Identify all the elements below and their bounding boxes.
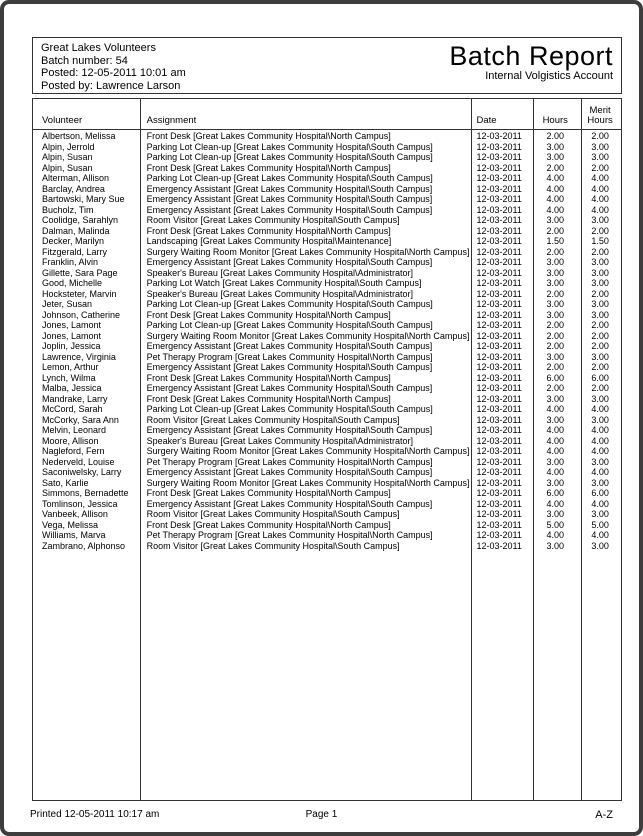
hours-cell: 3.00 xyxy=(546,509,564,519)
volunteer-cell: Alterman, Allison xyxy=(42,173,110,183)
assignment-cell: Parking Lot Clean-up [Great Lakes Community Hospital\South Campus] xyxy=(146,299,433,309)
date-cell: 12-03-2011 xyxy=(476,267,522,278)
date-cell: 12-03-2011 xyxy=(476,152,522,162)
volunteer-cell: Albertson, Melissa xyxy=(42,131,116,141)
hours-cell: 2.00 xyxy=(546,162,564,173)
date-cell: 12-03-2011 xyxy=(476,183,522,194)
sort-order-label: A-Z xyxy=(595,809,613,821)
merit-hours-cell: 6.00 xyxy=(591,488,609,498)
date-cell: 12-03-2011 xyxy=(476,320,522,330)
page-footer xyxy=(28,809,615,823)
assignment-cell: Front Desk [Great Lakes Community Hospital\North Campus] xyxy=(146,519,391,530)
table-row xyxy=(33,194,621,205)
date-cell: 12-03-2011 xyxy=(476,383,522,393)
table-row xyxy=(33,352,621,363)
assignment-cell: Surgery Waiting Room Monitor [Great Lakes Community Hospital\North Campus] xyxy=(146,330,470,341)
assignment-cell: Emergency Assistant [Great Lakes Community Hospital\South Campus] xyxy=(146,425,433,435)
hours-cell: 3.00 xyxy=(546,456,564,467)
merit-hours-cell: 2.00 xyxy=(591,162,609,173)
date-cell: 12-03-2011 xyxy=(476,162,522,173)
assignment-cell: Parking Lot Watch [Great Lakes Community Hospital\South Campus] xyxy=(146,278,422,288)
table-row xyxy=(33,457,621,468)
hours-cell: 4.00 xyxy=(546,183,564,194)
date-cell: 12-03-2011 xyxy=(476,425,522,435)
hours-cell: 5.00 xyxy=(546,519,564,530)
column-header-date: Date xyxy=(476,115,497,126)
table-row xyxy=(33,436,621,447)
merit-hours-cell: 3.00 xyxy=(591,509,609,519)
assignment-cell: Pet Therapy Program [Great Lakes Community Hospital\North Campus] xyxy=(146,351,433,362)
table-row xyxy=(33,499,621,510)
assignment-cell: Landscaping [Great Lakes Community Hospital\Maintenance] xyxy=(146,236,392,246)
volunteer-cell: Melvin, Leonard xyxy=(42,425,107,435)
merit-hours-cell: 3.00 xyxy=(591,299,609,309)
assignment-cell: Surgery Waiting Room Monitor [Great Lakes Community Hospital\North Campus] xyxy=(146,446,470,456)
printed-timestamp: Printed 12-05-2011 10:17 am xyxy=(30,809,160,820)
table-row xyxy=(33,509,621,520)
volunteer-cell: Mandrake, Larry xyxy=(42,393,108,404)
hours-cell: 3.00 xyxy=(546,267,564,278)
date-cell: 12-03-2011 xyxy=(476,225,522,236)
merit-hours-cell: 2.00 xyxy=(591,225,609,236)
merit-hours-cell: 4.00 xyxy=(591,425,609,435)
volunteer-cell: McCord, Sarah xyxy=(42,404,103,414)
date-cell: 12-03-2011 xyxy=(476,477,522,488)
volunteer-cell: Moore, Allison xyxy=(42,435,99,446)
assignment-cell: Surgery Waiting Room Monitor [Great Lakes Community Hospital\North Campus] xyxy=(146,477,470,488)
assignment-cell: Emergency Assistant [Great Lakes Community Hospital\South Campus] xyxy=(146,467,433,477)
report-title: Batch Report xyxy=(449,41,613,71)
hours-cell: 4.00 xyxy=(546,467,564,477)
merit-hours-cell: 3.00 xyxy=(591,393,609,404)
date-cell: 12-03-2011 xyxy=(476,299,522,309)
assignment-cell: Emergency Assistant [Great Lakes Community Hospital\South Campus] xyxy=(146,183,433,194)
table-row xyxy=(33,205,621,216)
hours-cell: 2.00 xyxy=(546,330,564,341)
table-row xyxy=(33,404,621,415)
merit-hours-cell: 5.00 xyxy=(591,519,609,530)
volunteer-cell: Vanbeek, Allison xyxy=(42,509,108,519)
table-row xyxy=(33,215,621,226)
hours-cell: 4.00 xyxy=(546,530,564,540)
assignment-cell: Pet Therapy Program [Great Lakes Community Hospital\North Campus] xyxy=(146,456,433,467)
table-row xyxy=(33,415,621,426)
assignment-cell: Speaker's Bureau [Great Lakes Community Hospital\Administrator] xyxy=(146,267,413,278)
assignment-cell: Front Desk [Great Lakes Community Hospital\North Campus] xyxy=(146,162,391,173)
assignment-cell: Emergency Assistant [Great Lakes Community Hospital\South Campus] xyxy=(146,204,433,215)
table-row xyxy=(33,467,621,478)
volunteer-cell: Jones, Lamont xyxy=(42,320,102,330)
volunteer-cell: Bartowski, Mary Sue xyxy=(42,194,125,204)
table-row xyxy=(33,341,621,352)
volunteer-cell: Malba, Jessica xyxy=(42,383,102,393)
date-cell: 12-03-2011 xyxy=(476,404,522,414)
volunteer-cell: Tomlinson, Jessica xyxy=(42,498,118,509)
assignment-cell: Room Visitor [Great Lakes Community Hospital\South Campus] xyxy=(146,215,400,225)
hours-cell: 2.00 xyxy=(546,320,564,330)
table-row xyxy=(33,520,621,531)
date-cell: 12-03-2011 xyxy=(476,488,522,498)
table-row xyxy=(33,163,621,174)
date-cell: 12-03-2011 xyxy=(476,173,522,183)
date-cell: 12-03-2011 xyxy=(476,498,522,509)
date-cell: 12-03-2011 xyxy=(476,131,522,141)
date-cell: 12-03-2011 xyxy=(476,309,522,320)
merit-hours-cell: 3.00 xyxy=(591,278,609,288)
date-cell: 12-03-2011 xyxy=(476,435,522,446)
table-body xyxy=(33,131,621,551)
assignment-cell: Front Desk [Great Lakes Community Hospital\North Campus] xyxy=(146,225,391,236)
column-header-assignment: Assignment xyxy=(146,115,197,126)
merit-hours-cell: 3.00 xyxy=(591,351,609,362)
merit-hours-cell: 6.00 xyxy=(591,372,609,383)
assignment-cell: Emergency Assistant [Great Lakes Community Hospital\South Campus] xyxy=(146,498,433,509)
column-header-merit-hours: Merit Hours xyxy=(587,105,613,126)
hours-cell: 3.00 xyxy=(546,393,564,404)
volunteer-cell: Vega, Melissa xyxy=(42,519,99,530)
merit-hours-cell: 4.00 xyxy=(591,530,609,540)
hours-cell: 6.00 xyxy=(546,488,564,498)
date-cell: 12-03-2011 xyxy=(476,215,522,225)
table-row xyxy=(33,152,621,163)
merit-hours-cell: 4.00 xyxy=(591,498,609,509)
volunteer-cell: Bucholz, Tim xyxy=(42,204,94,215)
page-number: Page 1 xyxy=(305,809,338,820)
date-cell: 12-03-2011 xyxy=(476,288,522,299)
assignment-cell: Parking Lot Clean-up [Great Lakes Community Hospital\South Campus] xyxy=(146,320,433,330)
table-row xyxy=(33,268,621,279)
hours-cell: 3.00 xyxy=(546,141,564,152)
assignment-cell: Surgery Waiting Room Monitor [Great Lakes Community Hospital\North Campus] xyxy=(146,246,470,257)
assignment-cell: Room Visitor [Great Lakes Community Hospital\South Campus] xyxy=(146,414,400,425)
table-row xyxy=(33,226,621,237)
date-cell: 12-03-2011 xyxy=(476,362,522,372)
table-row xyxy=(33,425,621,436)
batch-number: Batch number: 54 xyxy=(41,54,128,67)
date-cell: 12-03-2011 xyxy=(476,530,522,540)
assignment-cell: Speaker's Bureau [Great Lakes Community Hospital\Administrator] xyxy=(146,435,413,446)
hours-cell: 4.00 xyxy=(546,204,564,215)
date-cell: 12-03-2011 xyxy=(476,519,522,530)
table-row xyxy=(33,247,621,258)
hours-cell: 3.00 xyxy=(546,152,564,162)
merit-hours-cell: 3.00 xyxy=(591,414,609,425)
volunteer-cell: Coolidge, Sarahlyn xyxy=(42,215,119,225)
merit-hours-cell: 4.00 xyxy=(591,194,609,204)
volunteer-cell: Lynch, Wilma xyxy=(42,372,96,383)
table-row xyxy=(33,320,621,331)
assignment-cell: Emergency Assistant [Great Lakes Community Hospital\South Campus] xyxy=(146,257,433,267)
table-row xyxy=(33,184,621,195)
merit-hours-cell: 3.00 xyxy=(591,267,609,278)
date-cell: 12-03-2011 xyxy=(476,204,522,215)
volunteer-cell: Saconiwelsky, Larry xyxy=(42,467,122,477)
hours-cell: 3.00 xyxy=(546,257,564,267)
volunteer-cell: Lemon, Arthur xyxy=(42,362,99,372)
merit-hours-cell: 2.00 xyxy=(591,288,609,299)
date-cell: 12-03-2011 xyxy=(476,446,522,456)
hours-cell: 2.00 xyxy=(546,362,564,372)
merit-hours-cell: 4.00 xyxy=(591,183,609,194)
date-cell: 12-03-2011 xyxy=(476,257,522,267)
date-cell: 12-03-2011 xyxy=(476,414,522,425)
date-cell: 12-03-2011 xyxy=(476,456,522,467)
table-row xyxy=(33,362,621,373)
merit-hours-cell: 4.00 xyxy=(591,204,609,215)
table-row xyxy=(33,289,621,300)
volunteer-cell: Williams, Marva xyxy=(42,530,106,540)
assignment-cell: Room Visitor [Great Lakes Community Hospital\South Campus] xyxy=(146,509,400,519)
assignment-cell: Parking Lot Clean-up [Great Lakes Community Hospital\South Campus] xyxy=(146,141,433,152)
table-row xyxy=(33,383,621,394)
merit-hours-cell: 3.00 xyxy=(591,309,609,320)
table-row xyxy=(33,478,621,489)
volunteer-cell: Zambrano, Alphonso xyxy=(42,540,126,551)
date-cell: 12-03-2011 xyxy=(476,467,522,477)
table-row xyxy=(33,299,621,310)
assignment-cell: Front Desk [Great Lakes Community Hospital\North Campus] xyxy=(146,131,391,141)
hours-cell: 4.00 xyxy=(546,194,564,204)
assignment-cell: Pet Therapy Program [Great Lakes Community Hospital\North Campus] xyxy=(146,530,433,540)
assignment-cell: Emergency Assistant [Great Lakes Community Hospital\South Campus] xyxy=(146,362,433,372)
volunteer-cell: Fitzgerald, Larry xyxy=(42,246,108,257)
hours-cell: 3.00 xyxy=(546,540,564,551)
column-header-hours: Hours xyxy=(542,115,568,126)
merit-hours-cell: 3.00 xyxy=(591,456,609,467)
date-cell: 12-03-2011 xyxy=(476,540,522,551)
merit-hours-cell: 4.00 xyxy=(591,173,609,183)
merit-hours-cell: 3.00 xyxy=(591,152,609,162)
merit-hours-cell: 3.00 xyxy=(591,257,609,267)
date-cell: 12-03-2011 xyxy=(476,194,522,204)
volunteer-cell: Decker, Marilyn xyxy=(42,236,105,246)
date-cell: 12-03-2011 xyxy=(476,330,522,341)
report-info xyxy=(41,42,186,92)
merit-hours-cell: 2.00 xyxy=(591,362,609,372)
hours-cell: 4.00 xyxy=(546,498,564,509)
assignment-cell: Emergency Assistant [Great Lakes Community Hospital\South Campus] xyxy=(146,383,433,393)
volunteer-cell: Good, Michelle xyxy=(42,278,103,288)
date-cell: 12-03-2011 xyxy=(476,372,522,383)
assignment-cell: Parking Lot Clean-up [Great Lakes Community Hospital\South Campus] xyxy=(146,152,433,162)
volunteer-cell: Lawrence, Virginia xyxy=(42,351,116,362)
volunteer-cell: McCorky, Sara Ann xyxy=(42,414,119,425)
hours-cell: 4.00 xyxy=(546,404,564,414)
report-header-box xyxy=(32,37,622,94)
hours-cell: 3.00 xyxy=(546,278,564,288)
hours-cell: 6.00 xyxy=(546,372,564,383)
volunteer-cell: Sato, Karlie xyxy=(42,477,89,488)
merit-hours-cell: 4.00 xyxy=(591,435,609,446)
volunteer-cell: Jeter, Susan xyxy=(42,299,93,309)
merit-hours-cell: 4.00 xyxy=(591,467,609,477)
assignment-cell: Parking Lot Clean-up [Great Lakes Community Hospital\South Campus] xyxy=(146,173,433,183)
hours-cell: 2.00 xyxy=(546,288,564,299)
merit-hours-cell: 3.00 xyxy=(591,540,609,551)
volunteer-cell: Alpin, Susan xyxy=(42,162,93,173)
assignment-cell: Speaker's Bureau [Great Lakes Community Hospital\Administrator] xyxy=(146,288,413,299)
date-cell: 12-03-2011 xyxy=(476,236,522,246)
merit-hours-cell: 3.00 xyxy=(591,141,609,152)
date-cell: 12-03-2011 xyxy=(476,278,522,288)
date-cell: 12-03-2011 xyxy=(476,509,522,519)
assignment-cell: Front Desk [Great Lakes Community Hospital\North Campus] xyxy=(146,488,391,498)
table-header-row xyxy=(33,99,621,130)
volunteer-cell: Hocksteter, Marvin xyxy=(42,288,117,299)
table-row xyxy=(33,373,621,384)
assignment-cell: Emergency Assistant [Great Lakes Community Hospital\South Campus] xyxy=(146,194,433,204)
report-subtitle: Internal Volgistics Account xyxy=(485,70,613,82)
organization-name: Great Lakes Volunteers xyxy=(41,42,156,54)
merit-hours-cell: 2.00 xyxy=(591,131,609,141)
date-cell: 12-03-2011 xyxy=(476,246,522,257)
assignment-cell: Front Desk [Great Lakes Community Hospital\North Campus] xyxy=(146,393,391,404)
volunteer-cell: Dalman, Malinda xyxy=(42,225,110,236)
hours-cell: 2.00 xyxy=(546,225,564,236)
hours-cell: 2.00 xyxy=(546,246,564,257)
table-row xyxy=(33,541,621,552)
assignment-cell: Front Desk [Great Lakes Community Hospital\North Campus] xyxy=(146,309,391,320)
batch-report-table xyxy=(32,98,622,801)
hours-cell: 4.00 xyxy=(546,173,564,183)
hours-cell: 2.00 xyxy=(546,341,564,351)
date-cell: 12-03-2011 xyxy=(476,341,522,351)
table-row xyxy=(33,488,621,499)
hours-cell: 3.00 xyxy=(546,215,564,225)
volunteer-cell: Joplin, Jessica xyxy=(42,341,101,351)
table-row xyxy=(33,236,621,247)
hours-cell: 3.00 xyxy=(546,477,564,488)
table-row xyxy=(33,142,621,153)
assignment-cell: Room Visitor [Great Lakes Community Hospital\South Campus] xyxy=(146,540,400,551)
table-row xyxy=(33,278,621,289)
date-cell: 12-03-2011 xyxy=(476,393,522,404)
posted-timestamp: Posted: 12-05-2011 10:01 am xyxy=(41,67,186,79)
volunteer-cell: Gillette, Sara Page xyxy=(42,267,118,278)
table-row xyxy=(33,446,621,457)
volunteer-cell: Johnson, Catherine xyxy=(42,309,121,320)
merit-hours-cell: 2.00 xyxy=(591,383,609,393)
hours-cell: 2.00 xyxy=(546,131,564,141)
merit-hours-cell: 3.00 xyxy=(591,477,609,488)
volunteer-cell: Franklin, Alvin xyxy=(42,257,99,267)
hours-cell: 2.00 xyxy=(546,383,564,393)
hours-cell: 3.00 xyxy=(546,309,564,320)
assignment-cell: Parking Lot Clean-up [Great Lakes Community Hospital\South Campus] xyxy=(146,404,433,414)
table-row xyxy=(33,131,621,142)
volunteer-cell: Simmons, Bernadette xyxy=(42,488,129,498)
hours-cell: 3.00 xyxy=(546,299,564,309)
merit-hours-cell: 3.00 xyxy=(591,215,609,225)
volunteer-cell: Alpin, Jerrold xyxy=(42,141,95,152)
table-row xyxy=(33,331,621,342)
date-cell: 12-03-2011 xyxy=(476,141,522,152)
volunteer-cell: Nagleford, Fern xyxy=(42,446,105,456)
hours-cell: 4.00 xyxy=(546,425,564,435)
hours-cell: 3.00 xyxy=(546,351,564,362)
table-row xyxy=(33,394,621,405)
merit-hours-cell: 2.00 xyxy=(591,341,609,351)
date-cell: 12-03-2011 xyxy=(476,351,522,362)
report-title-block xyxy=(449,42,613,82)
volunteer-cell: Barclay, Andrea xyxy=(42,183,105,194)
merit-hours-cell: 4.00 xyxy=(591,404,609,414)
assignment-cell: Front Desk [Great Lakes Community Hospital\North Campus] xyxy=(146,372,391,383)
assignment-cell: Emergency Assistant [Great Lakes Community Hospital\South Campus] xyxy=(146,341,433,351)
hours-cell: 3.00 xyxy=(546,414,564,425)
merit-hours-cell: 1.50 xyxy=(591,236,609,246)
merit-hours-cell: 4.00 xyxy=(591,446,609,456)
volunteer-cell: Jones, Lamont xyxy=(42,330,102,341)
table-row xyxy=(33,173,621,184)
table-row xyxy=(33,310,621,321)
hours-cell: 4.00 xyxy=(546,446,564,456)
volunteer-cell: Alpin, Susan xyxy=(42,152,93,162)
merit-hours-cell: 2.00 xyxy=(591,246,609,257)
hours-cell: 4.00 xyxy=(546,435,564,446)
merit-hours-cell: 2.00 xyxy=(591,320,609,330)
table-row xyxy=(33,530,621,541)
posted-by: Posted by: Lawrence Larson xyxy=(41,79,181,92)
hours-cell: 1.50 xyxy=(546,236,564,246)
merit-hours-cell: 2.00 xyxy=(591,330,609,341)
volunteer-cell: Nederveld, Louise xyxy=(42,456,115,467)
table-row xyxy=(33,257,621,268)
column-header-volunteer: Volunteer xyxy=(42,115,83,126)
